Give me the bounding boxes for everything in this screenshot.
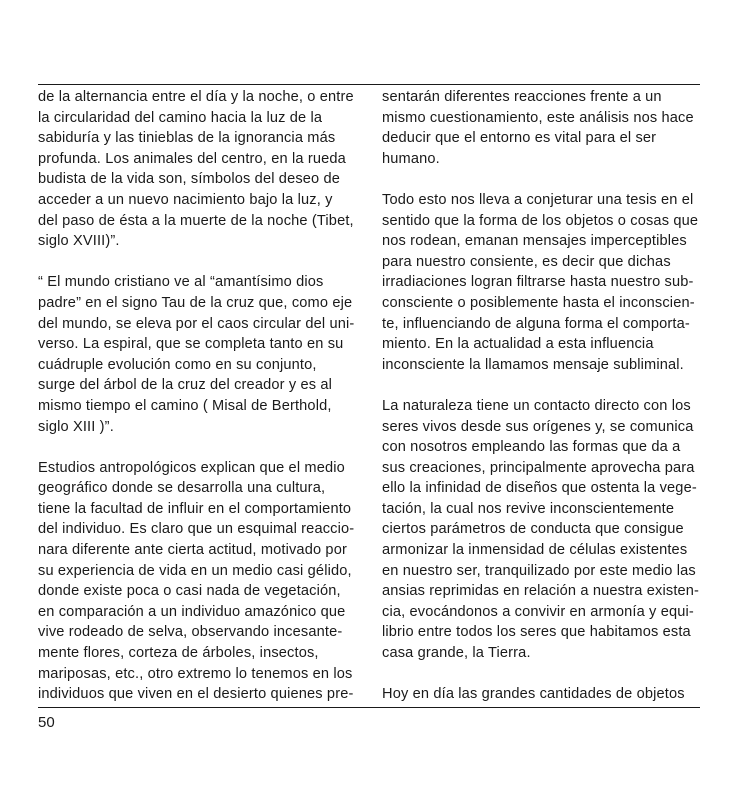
text-line: miento. En la actualidad a esta influencia — [382, 336, 654, 353]
text-line: cia, evocándonos a convivir en armonía y equi- — [382, 603, 694, 620]
text-line: sentarán diferentes reacciones frente a un — [382, 89, 662, 105]
text-line: la circularidad del camino hacia la luz de la — [38, 109, 323, 126]
text-line: padre” en el signo Tau de la cruz que, como eje — [38, 294, 353, 311]
text-line: casa grande, la Tierra. — [382, 645, 531, 662]
text-line: nara diferente ante cierta actitud, motivado por — [38, 542, 347, 559]
paragraph-gap — [382, 169, 704, 190]
text-line: vive rodeado de selva, observando incesante- — [38, 624, 343, 641]
text-line: donde existe poca o casi nada de vegetación, — [38, 583, 341, 600]
text-line: armonizar la inmensidad de células existentes — [382, 542, 688, 559]
text-line: acceder a un nuevo nacimiento bajo la luz, y — [38, 191, 333, 208]
paragraph — [382, 87, 704, 169]
text-line: inconsciente la llamamos mensaje subliminal. — [382, 356, 684, 373]
paragraph-gap — [38, 252, 360, 273]
text-line: humano. — [382, 150, 440, 167]
text-line: tiene la facultad de influir en el comportamiento — [38, 500, 352, 517]
text-line: sentido que la forma de los objetos o cosas que — [382, 212, 699, 229]
text-line: Estudios antropológicos explican que el medio — [38, 459, 345, 476]
text-line: irradiaciones logran filtrarse hasta nuestro sub- — [382, 274, 694, 291]
text-line: te, influenciando de alguna forma el comporta- — [382, 315, 690, 332]
text-line: del individuo. Es claro que un esquimal reaccio- — [38, 521, 355, 538]
paragraph-gap — [382, 664, 704, 685]
text-line: nos rodean, emanan mensajes imperceptibles — [382, 233, 687, 250]
paragraph-gap — [382, 375, 704, 396]
text-line: La naturaleza tiene un contacto directo con los — [382, 397, 691, 414]
text-line: Hoy en día las grandes cantidades de objetos — [382, 686, 685, 703]
text-line: para nuestro consiente, es decir que dichas — [382, 253, 671, 270]
text-line: mente flores, corteza de árboles, insectos, — [38, 645, 319, 662]
text-line: ciertos parámetros de conducta que consigue — [382, 521, 684, 538]
text-line: mismo tiempo el camino ( Misal de Berthold, — [38, 397, 332, 414]
paragraph — [382, 396, 704, 664]
text-line: geográfico donde se desarrolla una cultura, — [38, 480, 326, 497]
text-line: Todo esto nos lleva a conjeturar una tesis en el — [382, 191, 694, 208]
text-line: sus creaciones, principalmente aprovecha para — [382, 459, 695, 476]
text-line: del paso de ésta a la muerte de la noche (Tibet, — [38, 212, 354, 229]
text-line: “ El mundo cristiano ve al “amantísimo dios — [38, 274, 324, 291]
text-line: seres vivos desde sus orígenes y, se comunica — [382, 418, 694, 435]
page-number: 50 — [38, 714, 55, 731]
left-column — [38, 87, 360, 705]
text-line: consciente o posiblemente hasta el inconscien- — [382, 294, 695, 311]
paragraph — [38, 87, 360, 252]
text-line: mismo cuestionamiento, este análisis nos hace — [382, 109, 694, 126]
text-line: individuos que viven en el desierto quienes pre- — [38, 686, 354, 703]
text-line: de la alternancia entre el día y la noche, o entre — [38, 89, 354, 105]
text-line: mariposas, etc., otro extremo lo tenemos en los — [38, 665, 353, 682]
paragraph-gap — [38, 437, 360, 458]
text-line: ello la infinidad de diseños que ostenta la vege- — [382, 480, 697, 497]
text-line: sabiduría y las tinieblas de la ignorancia más — [38, 130, 336, 147]
right-column — [382, 87, 704, 705]
paragraph — [382, 684, 704, 705]
bottom-rule — [38, 707, 700, 708]
paragraph — [38, 272, 360, 437]
text-line: cuádruple evolución como en su conjunto, — [38, 356, 317, 373]
text-line: tación, la cual nos revive inconscientemente — [382, 500, 675, 517]
text-line: budista de la vida son, símbolos del deseo de — [38, 171, 341, 188]
text-line: del mundo, se eleva por el caos circular del uni- — [38, 315, 355, 332]
top-rule — [38, 84, 700, 85]
text-line: surge del árbol de la cruz del creador y es al — [38, 377, 333, 394]
text-line: siglo XVIII)”. — [38, 233, 120, 250]
text-line: deducir que el entorno es vital para el ser — [382, 130, 657, 147]
paragraph — [38, 458, 360, 705]
text-line: profunda. Los animales del centro, en la rueda — [38, 150, 346, 167]
text-line: su experiencia de vida en un medio casi gélido, — [38, 562, 352, 579]
text-line: siglo XIII )”. — [38, 418, 114, 435]
text-line: con nosotros empleando las formas que da a — [382, 439, 681, 456]
text-line: verso. La espiral, que se completa tanto en su — [38, 336, 344, 353]
paragraph — [382, 190, 704, 375]
text-line: en comparación a un individuo amazónico que — [38, 603, 346, 620]
text-line: librio entre todos los seres que habitamos esta — [382, 624, 691, 641]
text-line: en nuestro ser, tranquilizado por este medio las — [382, 562, 696, 579]
text-line: ansias reprimidas en relación a nuestra existen- — [382, 583, 700, 600]
